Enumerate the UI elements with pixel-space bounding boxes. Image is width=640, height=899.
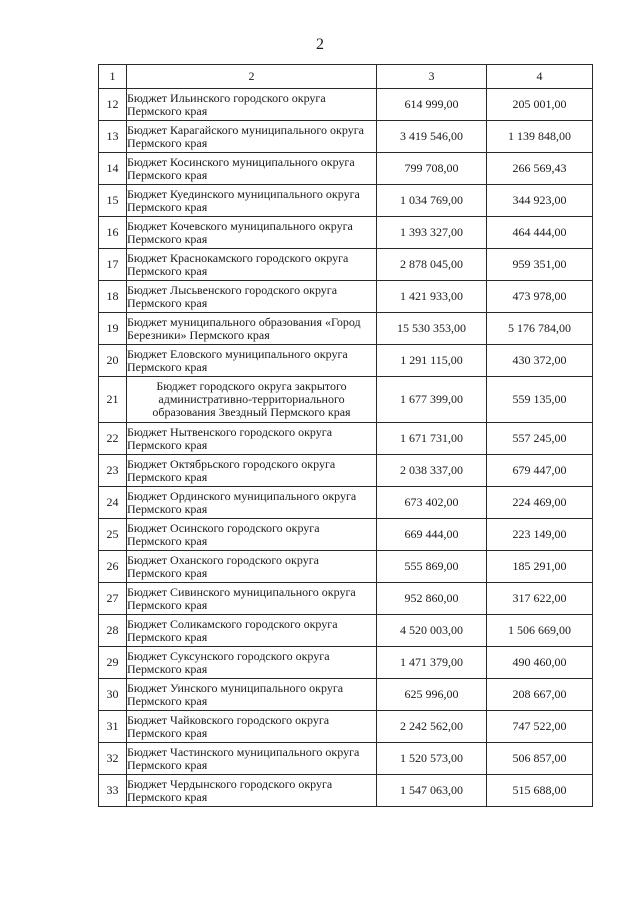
row-number-cell: 18 xyxy=(99,281,127,313)
table-row xyxy=(99,487,593,519)
row-col3-value-cell: 2 242 562,00 xyxy=(377,711,487,743)
row-number-cell: 14 xyxy=(99,153,127,185)
row-name-cell: Бюджет Ильинского городского округа Пермского края xyxy=(127,89,377,121)
table-row xyxy=(99,153,593,185)
row-name-cell: Бюджет Частинского муниципального округа Пермского края xyxy=(127,743,377,775)
table-row xyxy=(99,217,593,249)
row-col4-value-cell: 506 857,00 xyxy=(487,743,593,775)
row-name-cell: Бюджет Еловского муниципального округа Пермского края xyxy=(127,345,377,377)
row-number-cell: 20 xyxy=(99,345,127,377)
budget-table xyxy=(98,64,593,807)
row-col3-value-cell: 555 869,00 xyxy=(377,551,487,583)
table-row xyxy=(99,647,593,679)
row-col3-value-cell: 1 421 933,00 xyxy=(377,281,487,313)
row-col4-value-cell: 464 444,00 xyxy=(487,217,593,249)
row-col4-value-cell: 1 139 848,00 xyxy=(487,121,593,153)
row-col3-value-cell: 2 038 337,00 xyxy=(377,455,487,487)
row-col3-value-cell: 1 677 399,00 xyxy=(377,377,487,423)
row-number-cell: 29 xyxy=(99,647,127,679)
row-col4-value-cell: 205 001,00 xyxy=(487,89,593,121)
row-col4-value-cell: 208 667,00 xyxy=(487,679,593,711)
row-number-cell: 13 xyxy=(99,121,127,153)
row-number-cell: 21 xyxy=(99,377,127,423)
row-col4-value-cell: 747 522,00 xyxy=(487,711,593,743)
row-col3-value-cell: 1 034 769,00 xyxy=(377,185,487,217)
row-col4-value-cell: 490 460,00 xyxy=(487,647,593,679)
table-row xyxy=(99,615,593,647)
row-col4-value-cell: 473 978,00 xyxy=(487,281,593,313)
row-number-cell: 16 xyxy=(99,217,127,249)
row-number-cell: 25 xyxy=(99,519,127,551)
row-col3-value-cell: 1 671 731,00 xyxy=(377,423,487,455)
row-col4-value-cell: 185 291,00 xyxy=(487,551,593,583)
row-name-cell: Бюджет Октябрьского городского округа Пермского края xyxy=(127,455,377,487)
table-row xyxy=(99,743,593,775)
row-col3-value-cell: 669 444,00 xyxy=(377,519,487,551)
row-name-cell: Бюджет Карагайского муниципального округа Пермского края xyxy=(127,121,377,153)
row-number-cell: 24 xyxy=(99,487,127,519)
budget-table-body xyxy=(99,65,593,807)
row-name-cell: Бюджет Ординского муниципального округа Пермского края xyxy=(127,487,377,519)
header-cell-4: 4 xyxy=(487,65,593,89)
row-col3-value-cell: 4 520 003,00 xyxy=(377,615,487,647)
row-col3-value-cell: 952 860,00 xyxy=(377,583,487,615)
table-row xyxy=(99,249,593,281)
row-col3-value-cell: 625 996,00 xyxy=(377,679,487,711)
row-col3-value-cell: 1 471 379,00 xyxy=(377,647,487,679)
row-name-cell: Бюджет муниципального образования «Город Березники» Пермского края xyxy=(127,313,377,345)
row-col4-value-cell: 959 351,00 xyxy=(487,249,593,281)
row-col4-value-cell: 223 149,00 xyxy=(487,519,593,551)
header-cell-2: 2 xyxy=(127,65,377,89)
row-number-cell: 19 xyxy=(99,313,127,345)
row-number-cell: 12 xyxy=(99,89,127,121)
row-col4-value-cell: 1 506 669,00 xyxy=(487,615,593,647)
table-row xyxy=(99,519,593,551)
row-col3-value-cell: 3 419 546,00 xyxy=(377,121,487,153)
row-name-cell: Бюджет Краснокамского городского округа Пермского края xyxy=(127,249,377,281)
row-number-cell: 17 xyxy=(99,249,127,281)
row-name-cell: Бюджет Сивинского муниципального округа Пермского края xyxy=(127,583,377,615)
row-col3-value-cell: 799 708,00 xyxy=(377,153,487,185)
row-col3-value-cell: 15 530 353,00 xyxy=(377,313,487,345)
row-number-cell: 28 xyxy=(99,615,127,647)
header-cell-1: 1 xyxy=(99,65,127,89)
table-row xyxy=(99,775,593,807)
row-name-cell: Бюджет Уинского муниципального округа Пермского края xyxy=(127,679,377,711)
table-row xyxy=(99,551,593,583)
row-col4-value-cell: 344 923,00 xyxy=(487,185,593,217)
row-name-cell: Бюджет Косинского муниципального округа Пермского края xyxy=(127,153,377,185)
row-name-cell: Бюджет Нытвенского городского округа Пермского края xyxy=(127,423,377,455)
header-cell-3: 3 xyxy=(377,65,487,89)
page-number: 2 xyxy=(316,36,324,53)
row-col3-value-cell: 673 402,00 xyxy=(377,487,487,519)
table-row xyxy=(99,423,593,455)
row-col4-value-cell: 224 469,00 xyxy=(487,487,593,519)
row-name-cell: Бюджет Чайковского городского округа Пермского края xyxy=(127,711,377,743)
row-number-cell: 30 xyxy=(99,679,127,711)
row-col4-value-cell: 266 569,43 xyxy=(487,153,593,185)
row-name-cell: Бюджет Соликамского городского округа Пермского края xyxy=(127,615,377,647)
row-col4-value-cell: 5 176 784,00 xyxy=(487,313,593,345)
row-col4-value-cell: 679 447,00 xyxy=(487,455,593,487)
row-name-cell: Бюджет городского округа закрытого административно-территориального образования Звездный Пермского края xyxy=(127,377,377,423)
row-number-cell: 15 xyxy=(99,185,127,217)
row-col3-value-cell: 1 547 063,00 xyxy=(377,775,487,807)
table-header-row xyxy=(99,65,593,89)
row-col3-value-cell: 1 291 115,00 xyxy=(377,345,487,377)
row-name-cell: Бюджет Осинского городского округа Пермского края xyxy=(127,519,377,551)
row-number-cell: 31 xyxy=(99,711,127,743)
row-name-cell: Бюджет Лысьвенского городского округа Пермского края xyxy=(127,281,377,313)
table-row xyxy=(99,121,593,153)
table-row xyxy=(99,583,593,615)
row-number-cell: 33 xyxy=(99,775,127,807)
row-number-cell: 32 xyxy=(99,743,127,775)
row-col4-value-cell: 559 135,00 xyxy=(487,377,593,423)
table-row xyxy=(99,89,593,121)
table-row xyxy=(99,281,593,313)
table-row xyxy=(99,345,593,377)
row-col4-value-cell: 515 688,00 xyxy=(487,775,593,807)
row-name-cell: Бюджет Чердынского городского округа Пермского края xyxy=(127,775,377,807)
row-name-cell: Бюджет Куединского муниципального округа Пермского края xyxy=(127,185,377,217)
table-row xyxy=(99,377,593,423)
row-name-cell: Бюджет Кочевского муниципального округа Пермского края xyxy=(127,217,377,249)
table-row xyxy=(99,455,593,487)
table-row xyxy=(99,313,593,345)
row-name-cell: Бюджет Оханского городского округа Пермского края xyxy=(127,551,377,583)
row-col3-value-cell: 1 393 327,00 xyxy=(377,217,487,249)
table-row xyxy=(99,185,593,217)
row-name-cell: Бюджет Суксунского городского округа Пермского края xyxy=(127,647,377,679)
row-col3-value-cell: 614 999,00 xyxy=(377,89,487,121)
row-col4-value-cell: 317 622,00 xyxy=(487,583,593,615)
row-col3-value-cell: 1 520 573,00 xyxy=(377,743,487,775)
row-number-cell: 26 xyxy=(99,551,127,583)
table-row xyxy=(99,679,593,711)
row-number-cell: 23 xyxy=(99,455,127,487)
row-number-cell: 22 xyxy=(99,423,127,455)
table-row xyxy=(99,711,593,743)
row-number-cell: 27 xyxy=(99,583,127,615)
row-col4-value-cell: 557 245,00 xyxy=(487,423,593,455)
row-col3-value-cell: 2 878 045,00 xyxy=(377,249,487,281)
row-col4-value-cell: 430 372,00 xyxy=(487,345,593,377)
